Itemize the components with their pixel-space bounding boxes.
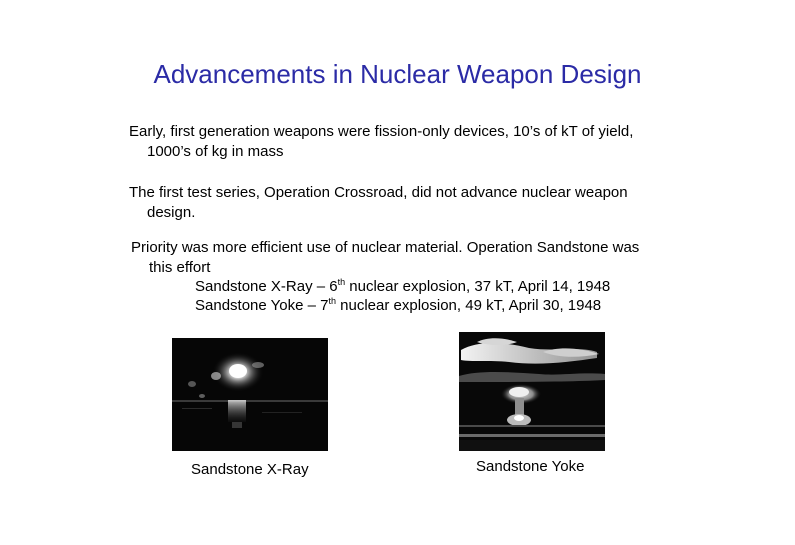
ordinal-suffix: th — [337, 277, 346, 287]
bullet-operation-sandstone — [131, 238, 639, 278]
bullet-text: Priority was more efficient use of nuclear material. Operation Sandstone was — [131, 239, 640, 256]
bullet-early-weapons — [129, 122, 633, 162]
slide-title: Advancements in Nuclear Weapon Design — [153, 59, 642, 89]
yoke-caption: Sandstone Yoke — [476, 458, 585, 475]
bullet-text-continued: 1000’s of kg in mass — [147, 143, 284, 160]
bullet-text-continued: design. — [147, 204, 196, 221]
xray-explosion-photo — [172, 338, 328, 451]
xray-caption: Sandstone X-Ray — [191, 461, 309, 478]
yoke-mushroom-cloud-image — [459, 332, 605, 451]
sub-item-text: Sandstone X-Ray – 6 — [195, 278, 338, 295]
bullet-text: The first test series, Operation Crossroad, did not advance nuclear weapon — [129, 184, 628, 201]
yoke-explosion-photo — [459, 332, 605, 451]
ordinal-suffix: th — [328, 296, 336, 306]
xray-explosion-image — [172, 338, 328, 451]
sub-item-text: Sandstone Yoke – 7 — [195, 297, 329, 314]
sub-item-text: nuclear explosion, 37 kT, April 14, 1948 — [345, 278, 611, 295]
sub-item-yoke — [195, 296, 601, 316]
bullet-operation-crossroad — [129, 183, 628, 223]
bullet-text-continued: this effort — [149, 259, 211, 276]
sub-item-xray — [195, 277, 610, 297]
bullet-text: Early, first generation weapons were fission-only devices, 10’s of kT of yield, — [129, 123, 634, 140]
sub-item-text: nuclear explosion, 49 kT, April 30, 1948 — [335, 297, 602, 314]
